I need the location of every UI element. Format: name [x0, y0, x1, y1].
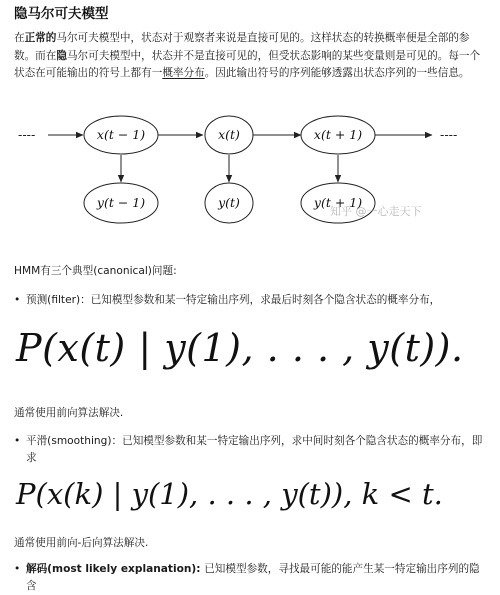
- note-smoothing: 通常使用前向-后向算法解决.: [14, 537, 149, 549]
- bullet-text: 预测(filter)：已知模型参数和某一特定输出序列，求最后时刻各个隐含状态的概率分布，: [26, 294, 441, 306]
- output-label-1: y(t − 1): [96, 195, 146, 210]
- state-label-1: x(t − 1): [96, 127, 146, 142]
- formula-smoothing: P(x(k) | y(1), . . . , y(t)), k < t.: [16, 477, 443, 511]
- bullet-dot: •: [14, 563, 21, 575]
- output-label-3: y(t + 1): [313, 195, 363, 210]
- intro-paragraph: 在正常的马尔可夫模型中，状态对于观察者来说是直接可见的。这样状态的转换概率便是全部的参数。而在隐马尔可夫模型中，状态并不是直接可见的，但受状态影响的某些变量则是可见的。每一个状态在可能输出的符号上都有一概率分布。因此输出符号的序列能够透露出状态序列的一些信息。: [14, 32, 481, 79]
- bullet-text: 平滑(smoothing)：已知模型参数和某一特定输出序列，求中间时刻各个隐含状态的概率分布，即求: [26, 435, 483, 464]
- dashes-right: ----: [440, 128, 458, 142]
- state-label-3: x(t + 1): [313, 127, 363, 142]
- state-label-2: x(t): [218, 127, 240, 142]
- bullet-dot: •: [14, 294, 21, 306]
- problems-intro: HMM有三个典型(canonical)问题:: [14, 265, 177, 277]
- output-label-2: y(t): [218, 195, 240, 210]
- bold-hidden: 隐: [56, 49, 67, 62]
- formula-filter: P(x(t) | y(1), . . . , y(t)).: [16, 326, 464, 370]
- watermark: 知乎 @一心走天下: [330, 205, 422, 218]
- page-title: 隐马尔可夫模型: [14, 6, 109, 22]
- bullet-text: 解码(most likely explanation): 已知模型参数，寻找最可能的能产生某一特定输出序列的隐含: [26, 563, 480, 592]
- bullet-lead: 解码(most likely explanation):: [26, 563, 205, 575]
- note-filter: 通常使用前向算法解决.: [14, 407, 124, 419]
- bullet-dot: •: [14, 435, 21, 447]
- link-probability-distribution[interactable]: 概率分布: [162, 67, 205, 79]
- bold-normal: 正常的: [24, 32, 57, 44]
- dashes-left: ----: [18, 128, 36, 142]
- hmm-diagram: [0, 110, 500, 230]
